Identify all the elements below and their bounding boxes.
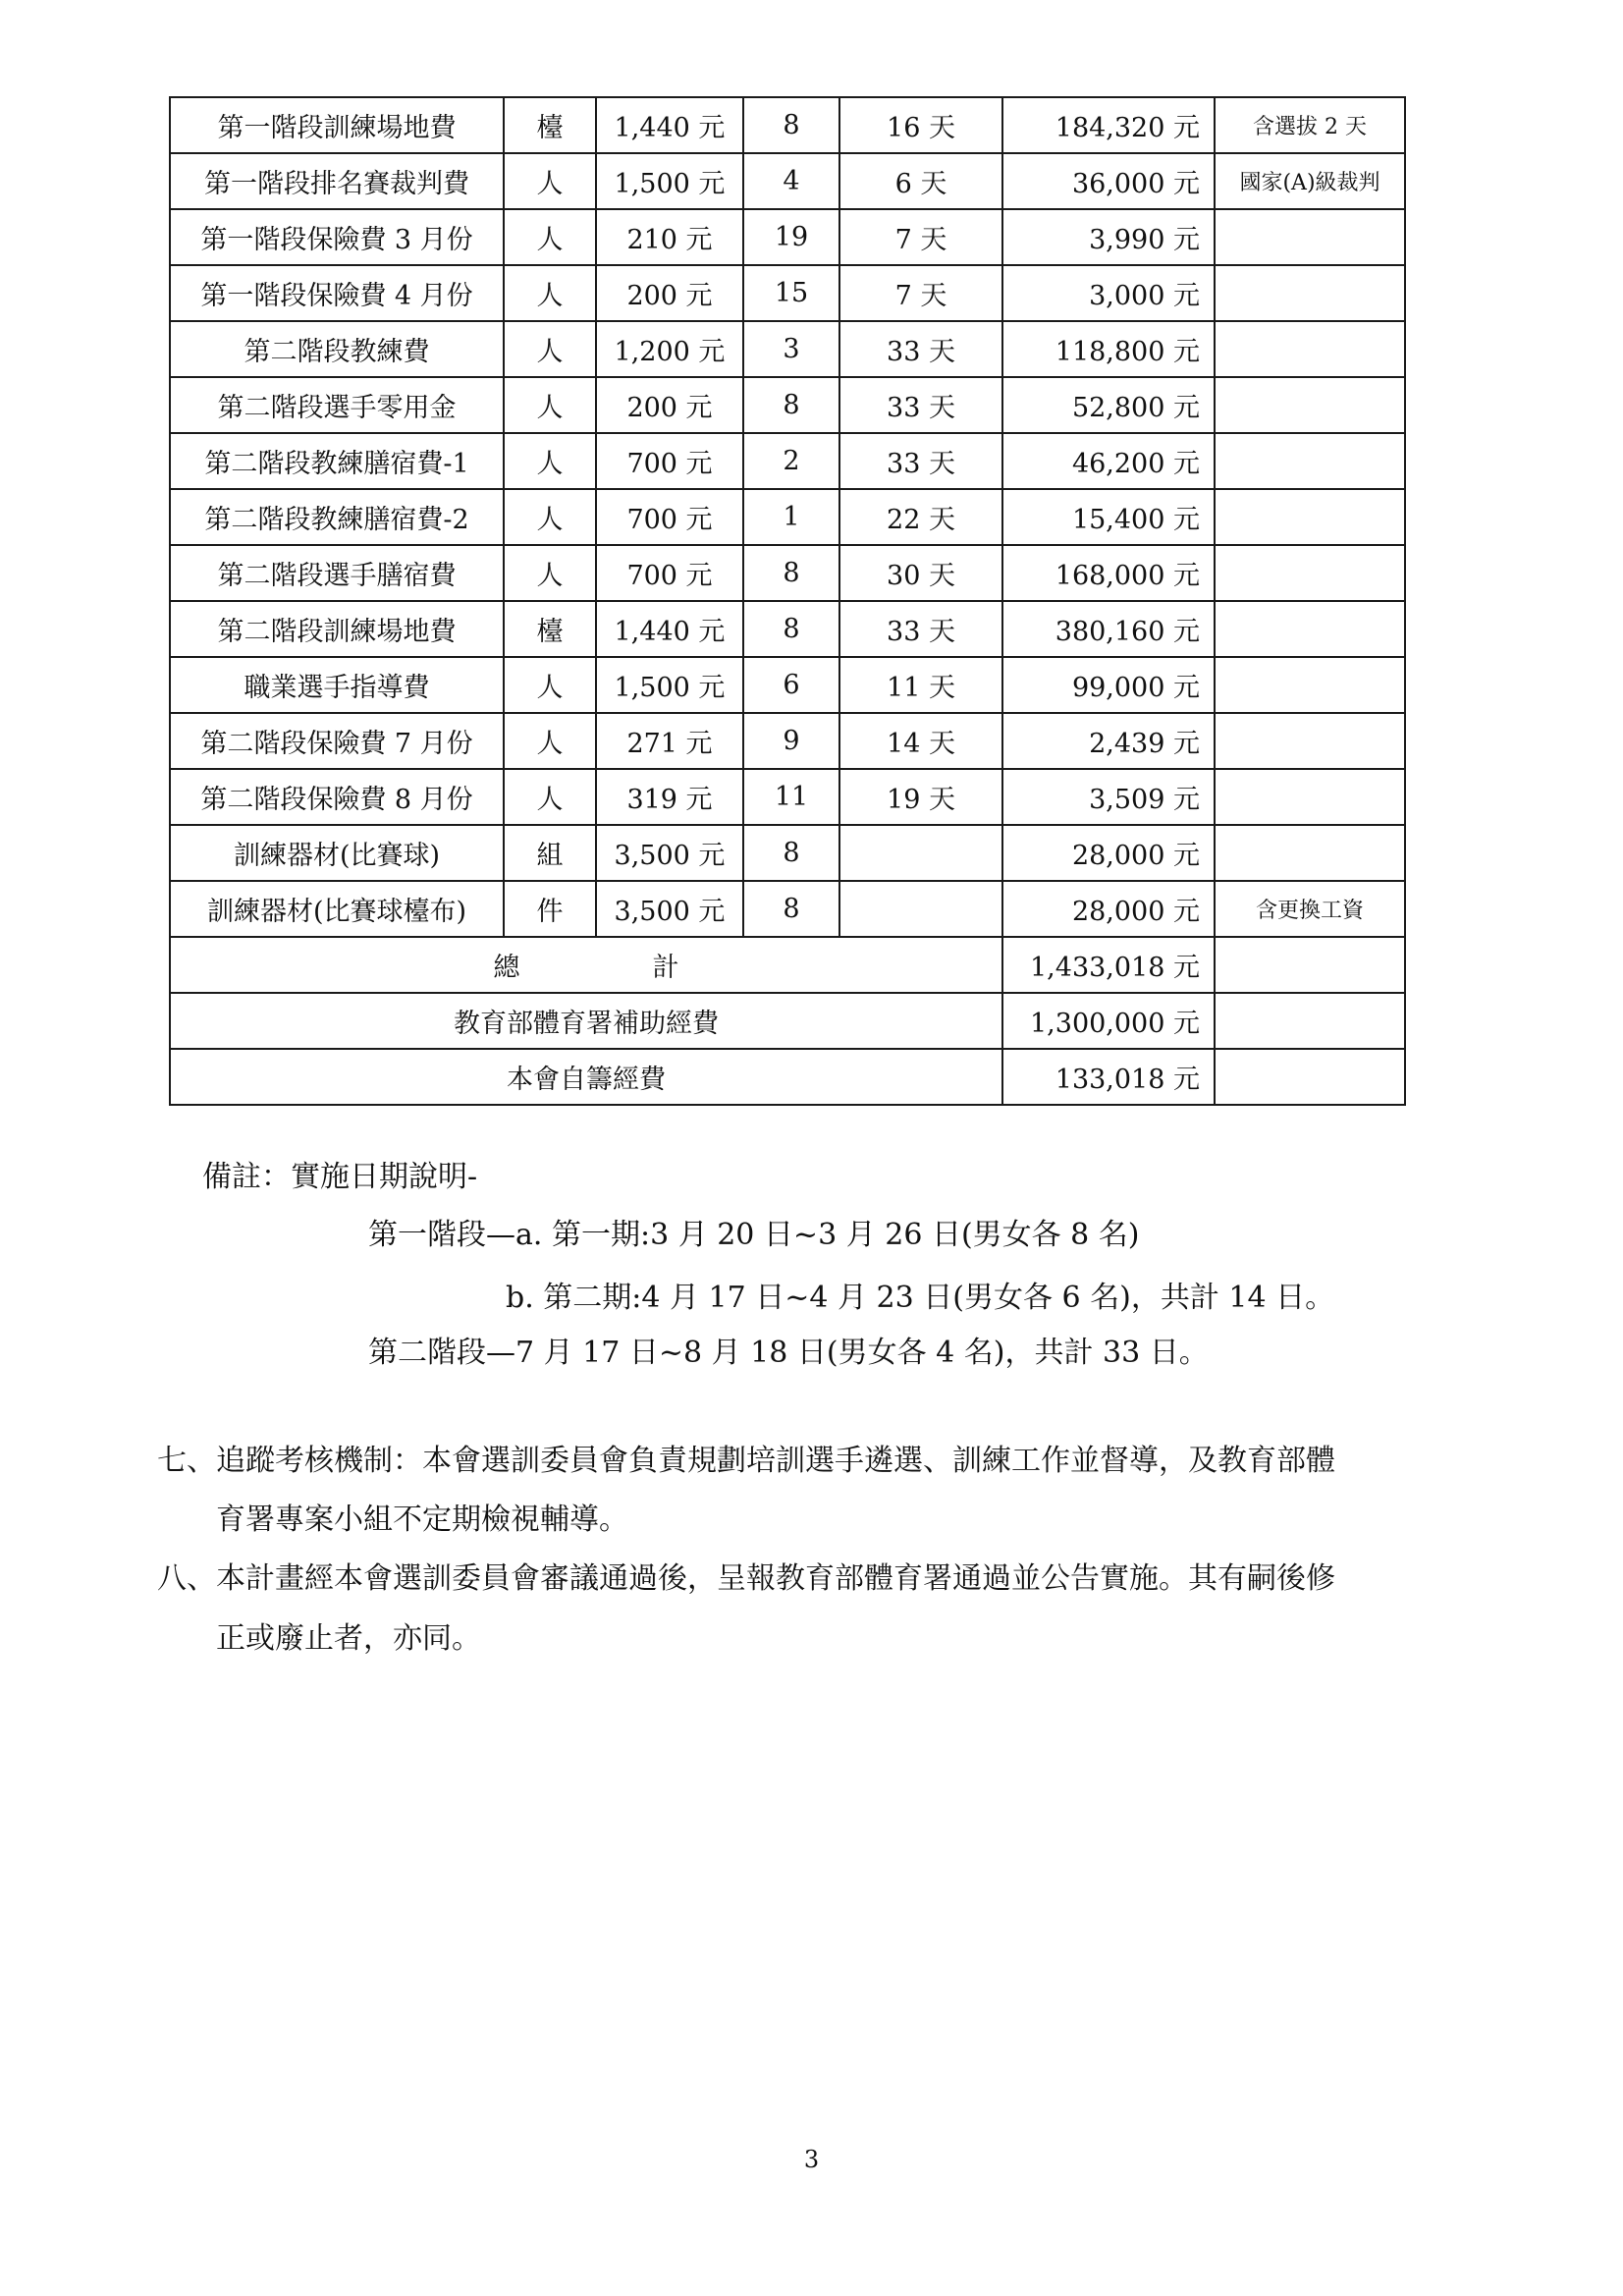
table-row	[170, 713, 1405, 769]
summary-row	[170, 1049, 1405, 1105]
summary-label: 總 計	[170, 937, 1002, 993]
amount-cell: 3,000 元	[1002, 265, 1215, 321]
item-cell: 第二階段教練膳宿費-2	[170, 489, 504, 545]
amount-cell: 2,439 元	[1002, 713, 1215, 769]
amount-cell: 168,000 元	[1002, 545, 1215, 601]
price-cell: 319 元	[596, 769, 743, 825]
remark-cell	[1215, 825, 1405, 881]
days-cell: 7 天	[839, 209, 1002, 265]
summary-remark	[1215, 937, 1405, 993]
remark-cell	[1215, 265, 1405, 321]
qty-cell: 6	[743, 657, 839, 713]
amount-cell: 184,320 元	[1002, 97, 1215, 153]
unit-cell: 人	[504, 321, 596, 377]
notes-line-2: b. 第二期:4 月 17 日~4 月 23 日(男女各 6 名)，共計 14 日。	[506, 1281, 1335, 1315]
qty-cell: 19	[743, 209, 839, 265]
qty-cell: 11	[743, 769, 839, 825]
unit-cell: 檯	[504, 97, 596, 153]
table-row	[170, 881, 1405, 937]
remark-cell: 含選拔 2 天	[1215, 97, 1405, 153]
price-cell: 210 元	[596, 209, 743, 265]
item-cell: 第一階段排名賽裁判費	[170, 153, 504, 209]
item-cell: 訓練器材(比賽球)	[170, 825, 504, 881]
unit-cell: 組	[504, 825, 596, 881]
price-cell: 3,500 元	[596, 825, 743, 881]
notes-line-3: 第二階段—7 月 17 日~8 月 18 日(男女各 4 名)，共計 33 日。	[368, 1336, 1209, 1370]
remark-cell	[1215, 769, 1405, 825]
qty-cell: 8	[743, 825, 839, 881]
item-cell: 第一階段保險費 4 月份	[170, 265, 504, 321]
unit-cell: 人	[504, 769, 596, 825]
section-7-line-2: 育署專案小組不定期檢視輔導。	[216, 1503, 628, 1537]
item-cell: 第二階段訓練場地費	[170, 601, 504, 657]
item-cell: 第二階段選手膳宿費	[170, 545, 504, 601]
unit-cell: 人	[504, 153, 596, 209]
summary-label: 本會自籌經費	[170, 1049, 1002, 1105]
table-row	[170, 769, 1405, 825]
days-cell: 33 天	[839, 433, 1002, 489]
remark-cell	[1215, 321, 1405, 377]
item-cell: 第一階段訓練場地費	[170, 97, 504, 153]
unit-cell: 人	[504, 657, 596, 713]
days-cell: 22 天	[839, 489, 1002, 545]
qty-cell: 8	[743, 377, 839, 433]
qty-cell: 1	[743, 489, 839, 545]
section-8-line-2: 正或廢止者，亦同。	[216, 1621, 481, 1656]
amount-cell: 36,000 元	[1002, 153, 1215, 209]
unit-cell: 人	[504, 433, 596, 489]
summary-remark	[1215, 1049, 1405, 1105]
summary-amount: 1,300,000 元	[1002, 993, 1215, 1049]
table-row	[170, 601, 1405, 657]
amount-cell: 52,800 元	[1002, 377, 1215, 433]
item-cell: 第二階段保險費 8 月份	[170, 769, 504, 825]
unit-cell: 人	[504, 489, 596, 545]
section-8-line-1: 八、本計畫經本會選訓委員會審議通過後，呈報教育部體育署通過並公告實施。其有嗣後修	[157, 1561, 1335, 1596]
price-cell: 700 元	[596, 433, 743, 489]
remark-cell: 國家(A)級裁判	[1215, 153, 1405, 209]
days-cell	[839, 881, 1002, 937]
table-row	[170, 321, 1405, 377]
days-cell: 30 天	[839, 545, 1002, 601]
price-cell: 271 元	[596, 713, 743, 769]
price-cell: 3,500 元	[596, 881, 743, 937]
remark-cell	[1215, 209, 1405, 265]
price-cell: 700 元	[596, 489, 743, 545]
summary-row	[170, 937, 1405, 993]
days-cell: 14 天	[839, 713, 1002, 769]
amount-cell: 3,990 元	[1002, 209, 1215, 265]
amount-cell: 15,400 元	[1002, 489, 1215, 545]
table-row	[170, 153, 1405, 209]
days-cell: 11 天	[839, 657, 1002, 713]
qty-cell: 2	[743, 433, 839, 489]
days-cell: 33 天	[839, 601, 1002, 657]
remark-cell	[1215, 601, 1405, 657]
qty-cell: 15	[743, 265, 839, 321]
item-cell: 職業選手指導費	[170, 657, 504, 713]
notes-line-1: 第一階段—a. 第一期:3 月 20 日~3 月 26 日(男女各 8 名)	[368, 1218, 1140, 1252]
unit-cell: 人	[504, 265, 596, 321]
price-cell: 1,500 元	[596, 657, 743, 713]
price-cell: 1,500 元	[596, 153, 743, 209]
amount-cell: 28,000 元	[1002, 825, 1215, 881]
qty-cell: 4	[743, 153, 839, 209]
summary-amount: 133,018 元	[1002, 1049, 1215, 1105]
qty-cell: 8	[743, 97, 839, 153]
amount-cell: 28,000 元	[1002, 881, 1215, 937]
price-cell: 1,200 元	[596, 321, 743, 377]
amount-cell: 99,000 元	[1002, 657, 1215, 713]
price-cell: 1,440 元	[596, 97, 743, 153]
days-cell: 33 天	[839, 377, 1002, 433]
days-cell: 19 天	[839, 769, 1002, 825]
table-row	[170, 433, 1405, 489]
unit-cell: 人	[504, 377, 596, 433]
item-cell: 第二階段選手零用金	[170, 377, 504, 433]
qty-cell: 9	[743, 713, 839, 769]
table-row	[170, 209, 1405, 265]
table-row	[170, 545, 1405, 601]
days-cell: 6 天	[839, 153, 1002, 209]
unit-cell: 人	[504, 209, 596, 265]
remark-cell	[1215, 377, 1405, 433]
remark-cell	[1215, 657, 1405, 713]
table-row	[170, 657, 1405, 713]
unit-cell: 檯	[504, 601, 596, 657]
amount-cell: 118,800 元	[1002, 321, 1215, 377]
price-cell: 200 元	[596, 377, 743, 433]
remark-cell	[1215, 545, 1405, 601]
qty-cell: 8	[743, 601, 839, 657]
section-7-line-1: 七、追蹤考核機制：本會選訓委員會負責規劃培訓選手遴選、訓練工作並督導，及教育部體	[157, 1444, 1335, 1478]
unit-cell: 人	[504, 545, 596, 601]
remark-cell: 含更換工資	[1215, 881, 1405, 937]
table-row	[170, 377, 1405, 433]
price-cell: 700 元	[596, 545, 743, 601]
days-cell: 7 天	[839, 265, 1002, 321]
unit-cell: 人	[504, 713, 596, 769]
amount-cell: 46,200 元	[1002, 433, 1215, 489]
remark-cell	[1215, 433, 1405, 489]
days-cell: 33 天	[839, 321, 1002, 377]
amount-cell: 3,509 元	[1002, 769, 1215, 825]
days-cell	[839, 825, 1002, 881]
notes-heading: 備註：實施日期說明-	[202, 1160, 478, 1194]
item-cell: 第二階段教練費	[170, 321, 504, 377]
qty-cell: 8	[743, 881, 839, 937]
remark-cell	[1215, 489, 1405, 545]
page-number: 3	[803, 2146, 820, 2173]
item-cell: 第一階段保險費 3 月份	[170, 209, 504, 265]
table-row	[170, 97, 1405, 153]
remark-cell	[1215, 713, 1405, 769]
table-row	[170, 489, 1405, 545]
item-cell: 第二階段保險費 7 月份	[170, 713, 504, 769]
price-cell: 200 元	[596, 265, 743, 321]
item-cell: 訓練器材(比賽球檯布)	[170, 881, 504, 937]
summary-amount: 1,433,018 元	[1002, 937, 1215, 993]
table-row	[170, 265, 1405, 321]
qty-cell: 8	[743, 545, 839, 601]
budget-table	[169, 96, 1406, 1106]
qty-cell: 3	[743, 321, 839, 377]
summary-label: 教育部體育署補助經費	[170, 993, 1002, 1049]
amount-cell: 380,160 元	[1002, 601, 1215, 657]
summary-row	[170, 993, 1405, 1049]
unit-cell: 件	[504, 881, 596, 937]
summary-remark	[1215, 993, 1405, 1049]
price-cell: 1,440 元	[596, 601, 743, 657]
item-cell: 第二階段教練膳宿費-1	[170, 433, 504, 489]
table-row	[170, 825, 1405, 881]
days-cell: 16 天	[839, 97, 1002, 153]
